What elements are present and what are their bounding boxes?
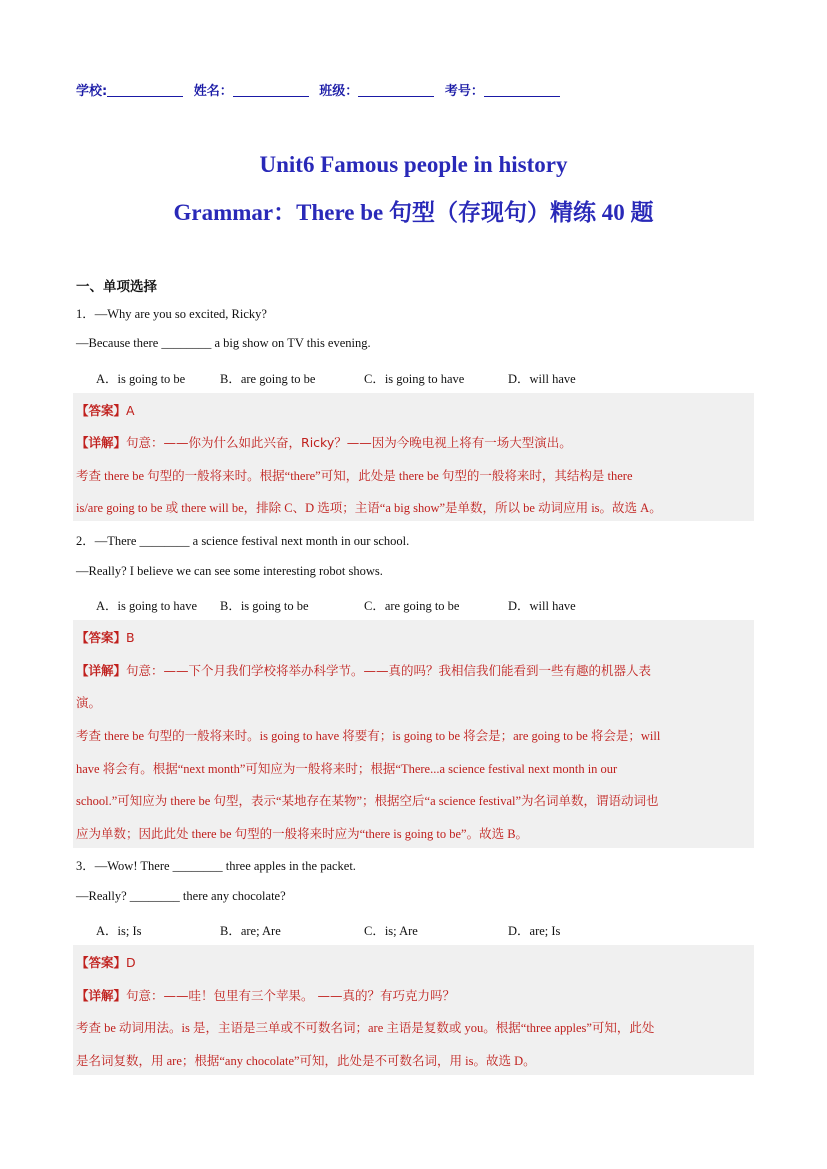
detail-tag: 【详解】 <box>76 435 127 450</box>
option-c[interactable]: C．is going to have <box>364 372 465 386</box>
answer-2 <box>76 628 135 646</box>
question-1-stem: 1．—Why are you so excited, Ricky? <box>76 307 267 321</box>
question-2-stem-2: —Really? I believe we can see some interesting robot shows. <box>76 564 383 578</box>
class-label: 班级： <box>319 84 359 99</box>
option-b[interactable]: B．is going to be <box>220 599 309 613</box>
school-blank[interactable] <box>107 84 183 97</box>
exam-number-label: 考号： <box>444 84 484 99</box>
exam-number-blank[interactable] <box>484 84 560 97</box>
detail-2 <box>76 661 651 679</box>
name-blank[interactable] <box>233 84 309 97</box>
option-b[interactable]: B．are going to be <box>220 372 316 386</box>
option-d[interactable]: D．are; Is <box>508 924 561 938</box>
option-c[interactable]: C．is; Are <box>364 924 418 938</box>
detail-text: 句意：——下个月我们学校将举办科学节。——真的吗？我相信我们能看到一些有趣的机器人表 <box>126 663 652 678</box>
detail-1 <box>76 433 572 451</box>
question-1-stem-2: —Because there ________ a big show on TV this evening. <box>76 336 371 350</box>
name-label: 姓名： <box>193 84 233 99</box>
grammar-title: Grammar：There be 句型（存现句）精练 40 题 <box>173 200 654 225</box>
detail-3 <box>76 986 455 1004</box>
explanation-line: is/are going to be 或 there will be，排除 C、D 选项；主语“a big show”是单数，所以 be 动词应用 is。故选 A。 <box>76 501 662 515</box>
explanation-line: 是名词复数，用 are；根据“any chocolate”可知，此处是不可数名词，用 is。故选 D。 <box>76 1054 536 1068</box>
explanation-line: have 将会有。根据“next month”可知应为一般将来时；根据“There...a science festival next month in our <box>76 762 618 776</box>
detail-tag: 【详解】 <box>76 663 127 678</box>
answer-tag: 【答案】 <box>76 403 127 418</box>
option-b[interactable]: B．are; Are <box>220 924 281 938</box>
unit-title: Unit6 Famous people in history <box>259 152 568 177</box>
answer-tag: 【答案】 <box>76 630 127 645</box>
option-a[interactable]: A．is going to be <box>96 372 186 386</box>
detail-text: 句意：——你为什么如此兴奋，Ricky？——因为今晚电视上将有一场大型演出。 <box>126 435 572 450</box>
detail-text: 句意：——哇！包里有三个苹果。 ——真的？有巧克力吗？ <box>126 988 455 1003</box>
question-2-stem: 2．—There ________ a science festival next month in our school. <box>76 534 410 548</box>
class-blank[interactable] <box>358 84 434 97</box>
option-a[interactable]: A．is going to have <box>96 599 198 613</box>
answer-value: A <box>126 403 135 418</box>
explanation-line: 应为单数；因此此处 there be 句型的一般将来时应为“there is going to be”。故选 B。 <box>76 827 529 841</box>
option-d[interactable]: D．will have <box>508 372 576 386</box>
detail-2-continued: 演。 <box>76 695 102 710</box>
answer-value: D <box>126 955 136 970</box>
answer-value: B <box>126 630 135 645</box>
question-3-stem: 3．—Wow! There ________ three apples in the packet. <box>76 859 356 873</box>
option-d[interactable]: D．will have <box>508 599 576 613</box>
explanation-line: 考查 be 动词用法。is 是，主语是三单或不可数名词；are 主语是复数或 you。根据“three apples”可知，此处 <box>76 1021 655 1035</box>
answer-1 <box>76 401 135 419</box>
answer-tag: 【答案】 <box>76 955 127 970</box>
detail-tag: 【详解】 <box>76 988 127 1003</box>
explanation-line: school.”可知应为 there be 句型，表示“某地存在某物”；根据空后“a science festival”为名词单数，谓语动词也 <box>76 794 659 808</box>
explanation-line: 考查 there be 句型的一般将来时。根据“there”可知，此处是 there be 句型的一般将来时，其结构是 there <box>76 469 633 483</box>
option-a[interactable]: A．is; Is <box>96 924 142 938</box>
answer-3 <box>76 953 136 971</box>
section-heading: 一、单项选择 <box>76 279 157 295</box>
school-label: 学校: <box>76 84 108 99</box>
option-c[interactable]: C．are going to be <box>364 599 460 613</box>
student-info-header <box>76 80 564 99</box>
question-3-stem-2: —Really? ________ there any chocolate? <box>76 889 286 903</box>
explanation-line: 考查 there be 句型的一般将来时。is going to have 将要有；is going to be 将会是；are going to be 将会是；will <box>76 729 661 743</box>
